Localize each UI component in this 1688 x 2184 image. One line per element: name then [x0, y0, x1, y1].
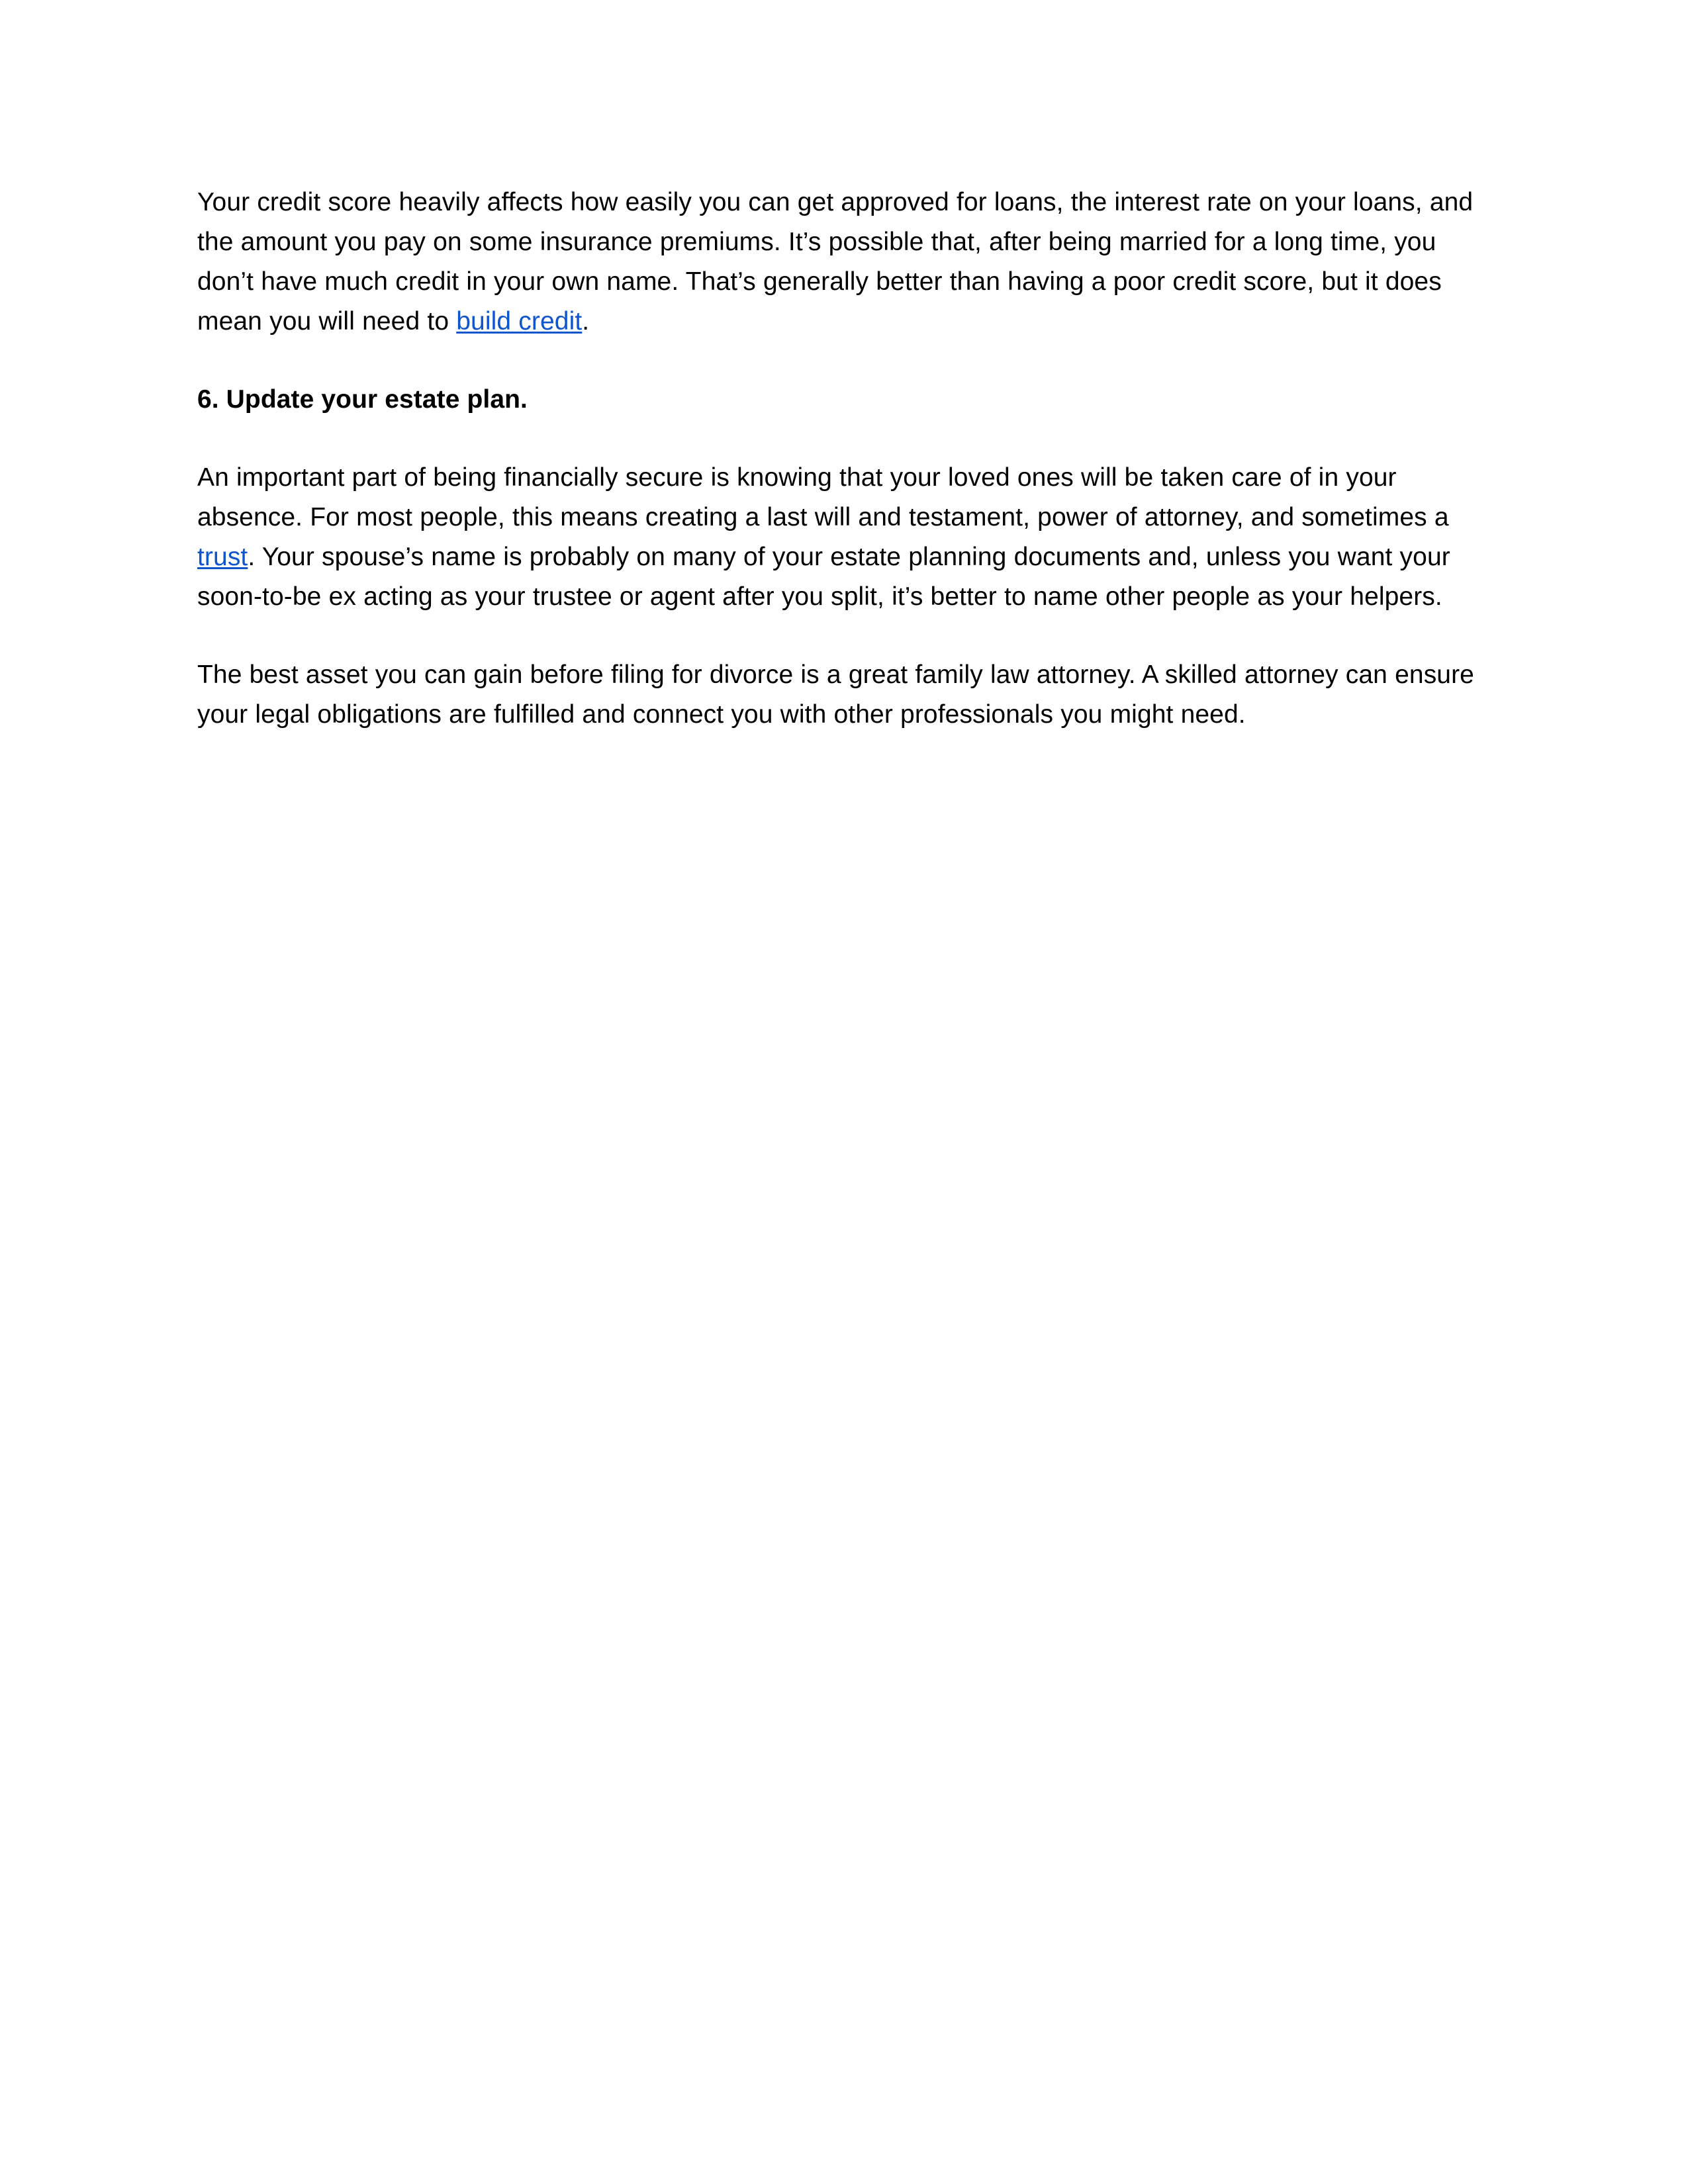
- paragraph-credit-score-text-1: Your credit score heavily affects how easily you can get approved for loans, the interest rate on your loans, and the amount you pay on some insurance premiums. It’s possible that, after being married for a long time, you don’t have much credit in your own name. That’s generally better than having a poor credit score, but it does mean you will need to: [197, 188, 1474, 336]
- link-trust[interactable]: trust: [197, 543, 248, 571]
- document-body: [197, 183, 1476, 735]
- paragraph-best-asset: [197, 655, 1476, 735]
- paragraph-estate-plan: [197, 458, 1476, 617]
- paragraph-best-asset-text: The best asset you can gain before filing for divorce is a great family law attorney. A skilled attorney can ensure your legal obligations are fulfilled and connect you with other professionals you might need.: [197, 660, 1474, 729]
- heading-update-estate-plan: 6. Update your estate plan.: [197, 385, 528, 414]
- link-build-credit[interactable]: build credit: [456, 307, 583, 336]
- paragraph-credit-score: [197, 183, 1476, 341]
- paragraph-estate-plan-text-2: . Your spouse’s name is probably on many of your estate planning documents and, unless you want your soon-to-be ex acting as your trustee or agent after you split, it’s better to name other people as your helpers.: [197, 543, 1450, 611]
- paragraph-credit-score-text-2: .: [582, 307, 590, 336]
- paragraph-estate-plan-text-1: An important part of being financially secure is knowing that your loved ones will be taken care of in your absence. For most people, this means creating a last will and testament, power of attorney, and sometimes a: [197, 463, 1449, 531]
